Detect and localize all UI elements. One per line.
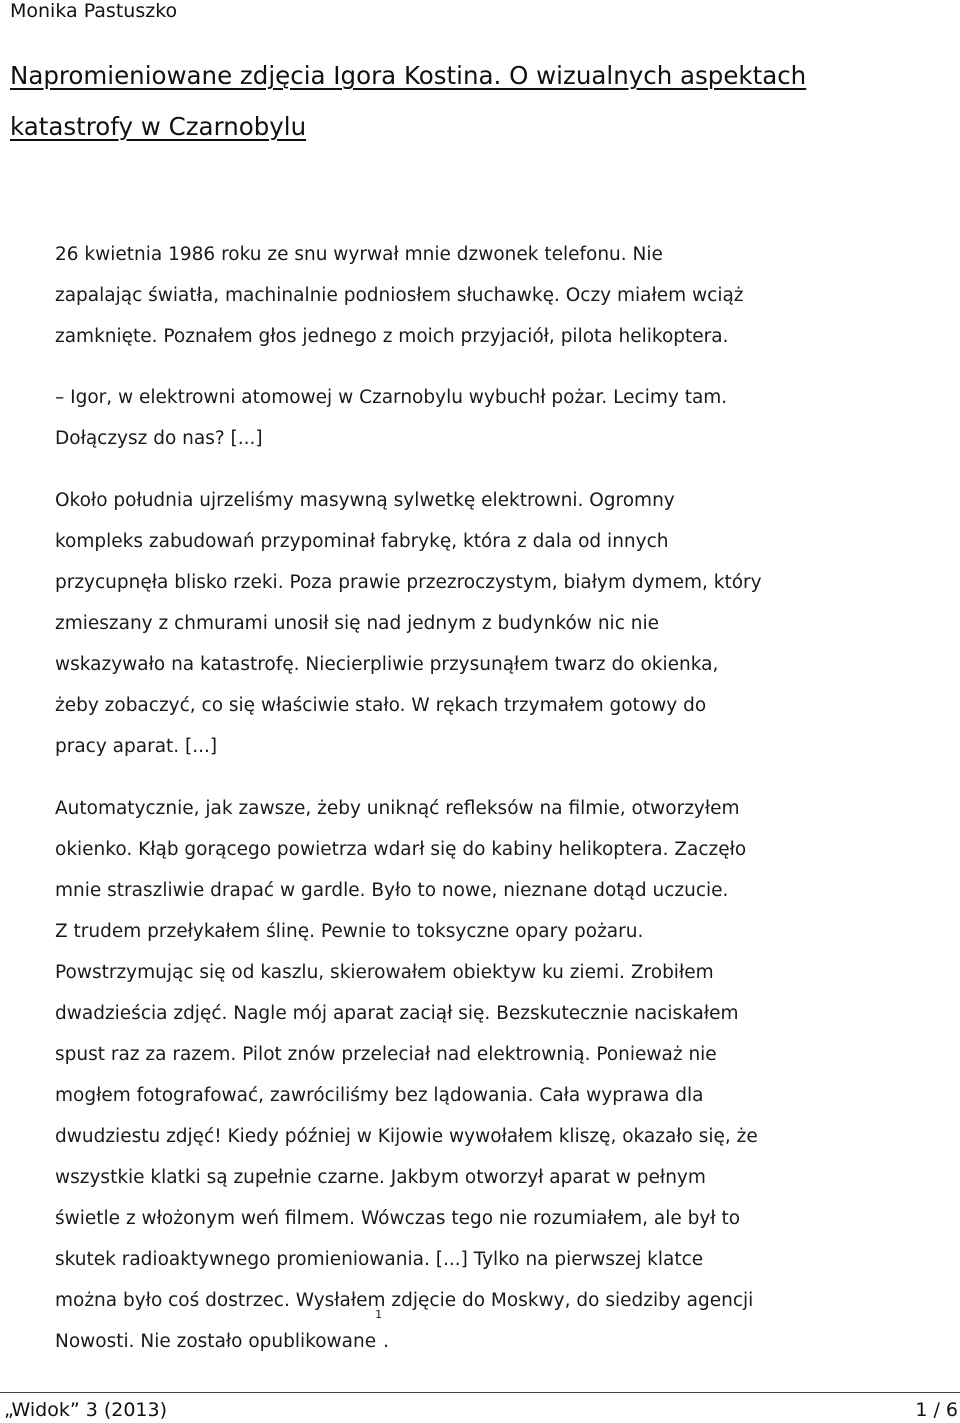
title-line: Napromieniowane zdjęcia Igora Kostina. O wizualnych aspektach xyxy=(10,61,807,90)
text-line: mnie straszliwie drapać w gardle. Było to nowe, nieznane dotąd uczucie. xyxy=(55,880,729,901)
text-line: – Igor, w elektrowni atomowej w Czarnobylu wybuchł pożar. Lecimy tam. xyxy=(55,387,728,408)
last-line-text: Nowosti. Nie zostało opublikowane xyxy=(55,1331,377,1352)
text-line: zmieszany z chmurami unosił się nad jednym z budynków nic nie xyxy=(55,613,659,634)
text-line: kompleks zabudowań przypominał fabrykę, która z dala od innych xyxy=(55,531,669,552)
text-line: przycupnęła blisko rzeki. Poza prawie przezroczystym, białym dymem, który xyxy=(55,572,762,593)
text-line: Dołączysz do nas? [...] xyxy=(55,428,263,449)
footnote-reference[interactable]: 1 xyxy=(375,1307,383,1321)
text-line: skutek radioaktywnego promieniowania. [...] Tylko na pierwszej klatce xyxy=(55,1249,704,1270)
last-line-period: . xyxy=(383,1331,390,1352)
text-line: 26 kwietnia 1986 roku ze snu wyrwał mnie dzwonek telefonu. Nie xyxy=(55,244,663,265)
text-line: świetle z włożonym weń filmem. Wówczas tego nie rozumiałem, ale był to xyxy=(55,1208,741,1229)
text-line: mogłem fotografować, zawróciliśmy bez lądowania. Cała wyprawa dla xyxy=(55,1085,704,1106)
page-number: 1 / 6 xyxy=(915,1399,958,1421)
article-title xyxy=(10,50,806,152)
text-line: żeby zobaczyć, co się właściwie stało. W rękach trzymałem gotowy do xyxy=(55,695,707,716)
paragraph-dialogue xyxy=(55,377,727,459)
text-line: dwudziestu zdjęć! Kiedy później w Kijowie wywołałem kliszę, okazało się, że xyxy=(55,1126,758,1147)
text-line: spust raz za razem. Pilot znów przeleciał nad elektrownią. Ponieważ nie xyxy=(55,1044,717,1065)
text-line: dwadzieścia zdjęć. Nagle mój aparat zaciął się. Bezskutecznie naciskałem xyxy=(55,1003,739,1024)
journal-citation: „Widok” 3 (2013) xyxy=(4,1399,168,1421)
text-line: Z trudem przełykałem ślinę. Pewnie to toksyczne opary pożaru. xyxy=(55,921,644,942)
text-line: Powstrzymując się od kaszlu, skierowałem obiektyw ku ziemi. Zrobiłem xyxy=(55,962,714,983)
footer-divider xyxy=(0,1392,960,1393)
author-name: Monika Pastuszko xyxy=(10,0,178,22)
paragraph-approach xyxy=(55,480,762,767)
text-line: można było coś dostrzec. Wysłałem zdjęcie do Moskwy, do siedziby agencji xyxy=(55,1290,754,1311)
text-line: pracy aparat. [...] xyxy=(55,736,218,757)
text-line-last xyxy=(55,1307,758,1362)
text-line: okienko. Kłąb gorącego powietrza wdarł się do kabiny helikoptera. Zaczęło xyxy=(55,839,747,860)
paragraph-photos xyxy=(55,788,758,1362)
title-line: katastrofy w Czarnobylu xyxy=(10,112,307,141)
paragraph-intro xyxy=(55,234,744,357)
text-line: zamknięte. Poznałem głos jednego z moich przyjaciół, pilota helikoptera. xyxy=(55,326,729,347)
text-line: wskazywało na katastrofę. Niecierpliwie przysunąłem twarz do okienka, xyxy=(55,654,719,675)
text-line: Automatycznie, jak zawsze, żeby uniknąć refleksów na filmie, otworzyłem xyxy=(55,798,740,819)
text-line: zapalając światła, machinalnie podniosłem słuchawkę. Oczy miałem wciąż xyxy=(55,285,744,306)
text-line: wszystkie klatki są zupełnie czarne. Jakbym otworzył aparat w pełnym xyxy=(55,1167,706,1188)
text-line: Około południa ujrzeliśmy masywną sylwetkę elektrowni. Ogromny xyxy=(55,490,675,511)
